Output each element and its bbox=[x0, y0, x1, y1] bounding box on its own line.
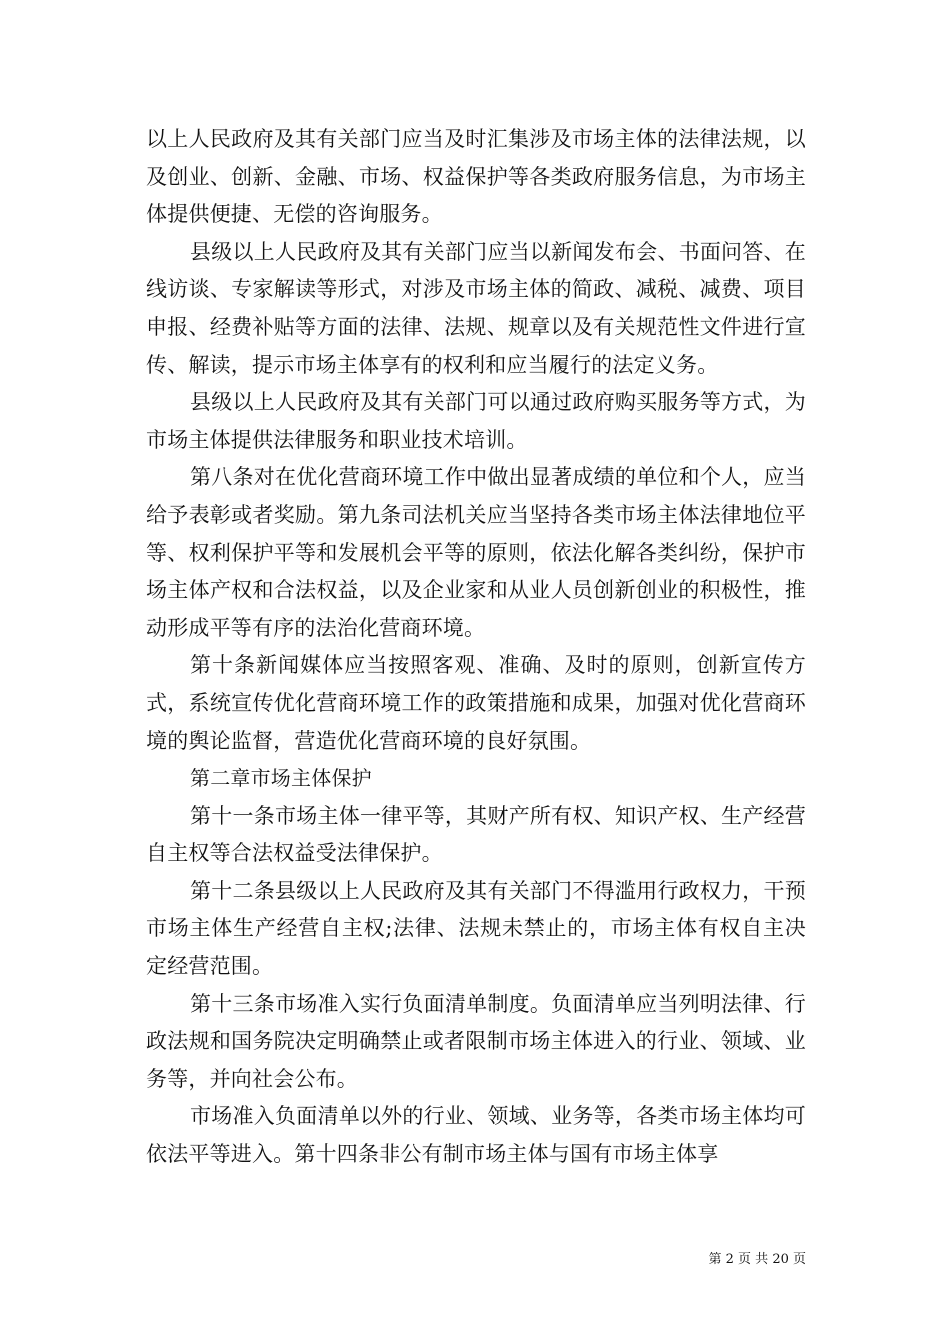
paragraph-article-11: 第十一条市场主体一律平等，其财产所有权、知识产权、生产经营自主权等合法权益受法律保护。 bbox=[146, 803, 806, 866]
paragraph-publicity: 县级以上人民政府及其有关部门应当以新闻发布会、书面问答、在线访谈、专家解读等形式，对涉及市场主体的简政、减税、减费、项目申报、经费补贴等方面的法律、法规、规章以及有关规范性文件进行宣传、解读，提示市场主体享有的权利和应当履行的法定义务。 bbox=[146, 239, 806, 377]
paragraph-legal-services: 县级以上人民政府及其有关部门可以通过政府购买服务等方式，为市场主体提供法律服务和职业技术培训。 bbox=[146, 390, 806, 452]
chapter-heading: 第二章市场主体保护 bbox=[190, 766, 372, 791]
paragraph-article-13: 第十三条市场准入实行负面清单制度。负面清单应当列明法律、行政法规和国务院决定明确禁止或者限制市场主体进入的行业、领域、业务等，并向社会公布。 bbox=[146, 991, 806, 1091]
paragraph-article-12: 第十二条县级以上人民政府及其有关部门不得滥用行政权力，干预市场主体生产经营自主权;法律、法规未禁止的，市场主体有权自主决定经营范围。 bbox=[146, 878, 806, 979]
page-number: 第 2 页 共 20 页 bbox=[708, 1252, 806, 1267]
document-body bbox=[146, 121, 806, 1174]
paragraph-article-8-9: 第八条对在优化营商环境工作中做出显著成绩的单位和个人，应当给予表彰或者奖励。第九条司法机关应当坚持各类市场主体法律地位平等、权利保护平等和发展机会平等的原则，依法化解各类纠纷，保护市场主体产权和合法权益，以及企业家和从业人员创新创业的积极性，推动形成平等有序的法治化营商环境。 bbox=[146, 465, 806, 640]
paragraph-article-14: 市场准入负面清单以外的行业、领域、业务等，各类市场主体均可依法平等进入。第十四条非公有制市场主体与国有市场主体享 bbox=[146, 1104, 806, 1167]
paragraph-service-info: 以上人民政府及其有关部门应当及时汇集涉及市场主体的法律法规，以及创业、创新、金融、市场、权益保护等各类政府服务信息，为市场主体提供便捷、无偿的咨询服务。 bbox=[146, 127, 806, 227]
paragraph-article-10: 第十条新闻媒体应当按照客观、准确、及时的原则，创新宣传方式，系统宣传优化营商环境工作的政策措施和成果，加强对优化营商环境的舆论监督，营造优化营商环境的良好氛围。 bbox=[146, 653, 806, 753]
